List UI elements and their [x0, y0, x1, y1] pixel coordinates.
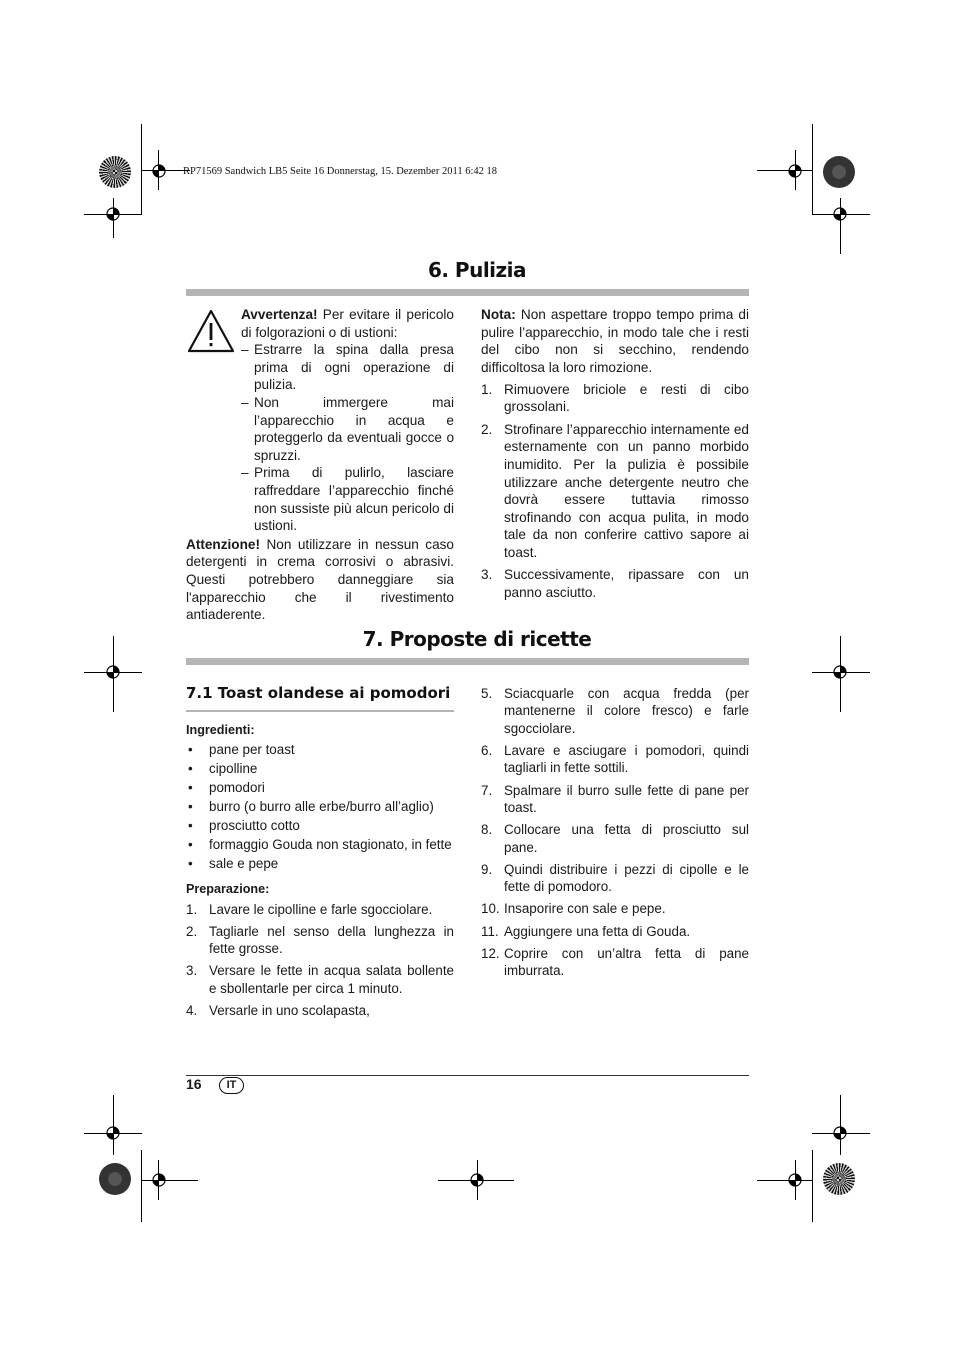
- section-divider: [186, 658, 749, 665]
- note-block: [481, 306, 749, 606]
- list-item: • burro (o burro alle erbe/burro all’aglio): [188, 799, 434, 815]
- recipe-left-column: [186, 722, 454, 1024]
- list-item: 4. Versarle in uno scolapasta,: [186, 1002, 370, 1018]
- list-item: 3. Versare le fette in acqua salata bollente e sbollentarle per circa 1 minuto.: [186, 963, 454, 996]
- list-item: 1. Lavare le cipolline e farle sgocciolare.: [186, 902, 433, 918]
- crosshair-target-icon: [786, 1171, 804, 1189]
- page-number: 16: [186, 1076, 202, 1092]
- section-divider: [186, 289, 749, 296]
- list-item: • formaggio Gouda non stagionato, in fette: [188, 837, 452, 853]
- ingredients-list: [186, 741, 454, 872]
- list-item: • sale e pepe: [188, 856, 279, 872]
- list-item: 3. Successivamente, ripassare con un panno asciutto.: [481, 567, 749, 600]
- warning-block: [186, 306, 454, 624]
- crosshair-target-icon: [831, 663, 849, 681]
- preparation-steps-right: [481, 685, 749, 980]
- warning-intro: Avvertenza! Per evitare il pericolo di folgorazioni o di ustioni:: [241, 307, 454, 340]
- list-item: 8. Collocare una fetta di prosciutto sul pane.: [481, 822, 749, 855]
- crosshair-target-icon: [468, 1171, 486, 1189]
- recipe-right-column: [481, 685, 749, 984]
- list-item: 12. Coprire con un’altra fetta di pane imburrata.: [481, 945, 749, 979]
- list-item: 5. Sciacquarle con acqua fredda (per mantenerne il colore fresco) e farle sgocciolare.: [481, 686, 749, 736]
- crosshair-target-icon: [831, 1124, 849, 1142]
- list-item: • cipolline: [188, 761, 258, 777]
- list-item: – Estrarre la spina dalla presa prima di ogni operazione di pulizia.: [241, 342, 454, 393]
- list-item: – Prima di pulirlo, lasciare raffreddare l’apparecchio finché non sussiste più alcun pericolo di ustioni.: [241, 465, 454, 534]
- list-item: • pane per toast: [188, 742, 295, 758]
- crosshair-target-icon: [150, 162, 168, 180]
- crosshair-target-icon: [150, 1171, 168, 1189]
- crosshair-target-icon: [104, 663, 122, 681]
- list-item: • pomodori: [188, 780, 265, 796]
- color-rosette: [99, 1163, 131, 1195]
- list-item: 2. Tagliarle nel senso della lunghezza in fette grosse.: [186, 924, 454, 957]
- list-item: – Non immergere mai l’apparecchio in acqua e proteggerlo da eventuali gocce o spruzzi.: [241, 394, 454, 463]
- color-rosette: [823, 156, 855, 188]
- preparation-label: Preparazione:: [186, 882, 270, 897]
- cleaning-steps: [481, 381, 749, 602]
- color-rosette: [823, 1163, 855, 1195]
- list-item: 1. Rimuovere briciole e resti di cibo grossolani.: [481, 381, 749, 415]
- attention-paragraph: Attenzione! Non utilizzare in nessun caso detergenti in crema corrosivi o abrasivi. Questi potrebbero danneggiare sia l'apparecchio che il rivestimento antiaderente.: [186, 536, 454, 623]
- preparation-steps-left: [186, 901, 454, 1019]
- print-slug-line: RP71569 Sandwich LB5 Seite 16 Donnerstag, 15. Dezember 2011 6:42 18: [183, 166, 497, 177]
- warning-list: [186, 341, 454, 535]
- subsection-title: 7.1 Toast olandese ai pomodori: [186, 684, 451, 702]
- language-badge: IT: [219, 1077, 244, 1094]
- list-item: 2. Strofinare l’apparecchio internamente ed esternamente con un panno morbido inumidito. Per la pulizia è possibile utilizzare anche detergente neutro che dovrà essere tuttavia rimosso strofinando con acqua pulita, in modo tale da non conferire cattivo sapore ai toast.: [481, 421, 749, 561]
- list-item: 11. Aggiungere una fetta di Gouda.: [481, 923, 691, 939]
- crosshair-target-icon: [786, 162, 804, 180]
- section-title-ricette: 7. Proposte di ricette: [362, 627, 592, 651]
- ingredients-label: Ingredienti:: [186, 723, 255, 737]
- color-rosette: [99, 156, 131, 188]
- note-paragraph: Nota: Non aspettare troppo tempo prima di pulire l’apparecchio, in modo tale che i resti del cibo non si secchino, rendendo difficoltosa la loro rimozione.: [481, 307, 749, 375]
- crosshair-target-icon: [831, 205, 849, 223]
- subsection-divider: [186, 710, 454, 712]
- list-item: 9. Quindi distribuire i pezzi di cipolle e le fette di pomodoro.: [481, 861, 749, 895]
- section-title-pulizia: 6. Pulizia: [427, 258, 527, 282]
- crosshair-target-icon: [104, 205, 122, 223]
- list-item: 7. Spalmare il burro sulle fette di pane per toast.: [481, 782, 749, 816]
- list-item: 10. Insaporire con sale e pepe.: [481, 901, 666, 917]
- list-item: 6. Lavare e asciugare i pomodori, quindi tagliarli in fette sottili.: [481, 743, 749, 776]
- footer-rule: [186, 1075, 749, 1076]
- list-item: • prosciutto cotto: [188, 818, 300, 834]
- crosshair-target-icon: [104, 1124, 122, 1142]
